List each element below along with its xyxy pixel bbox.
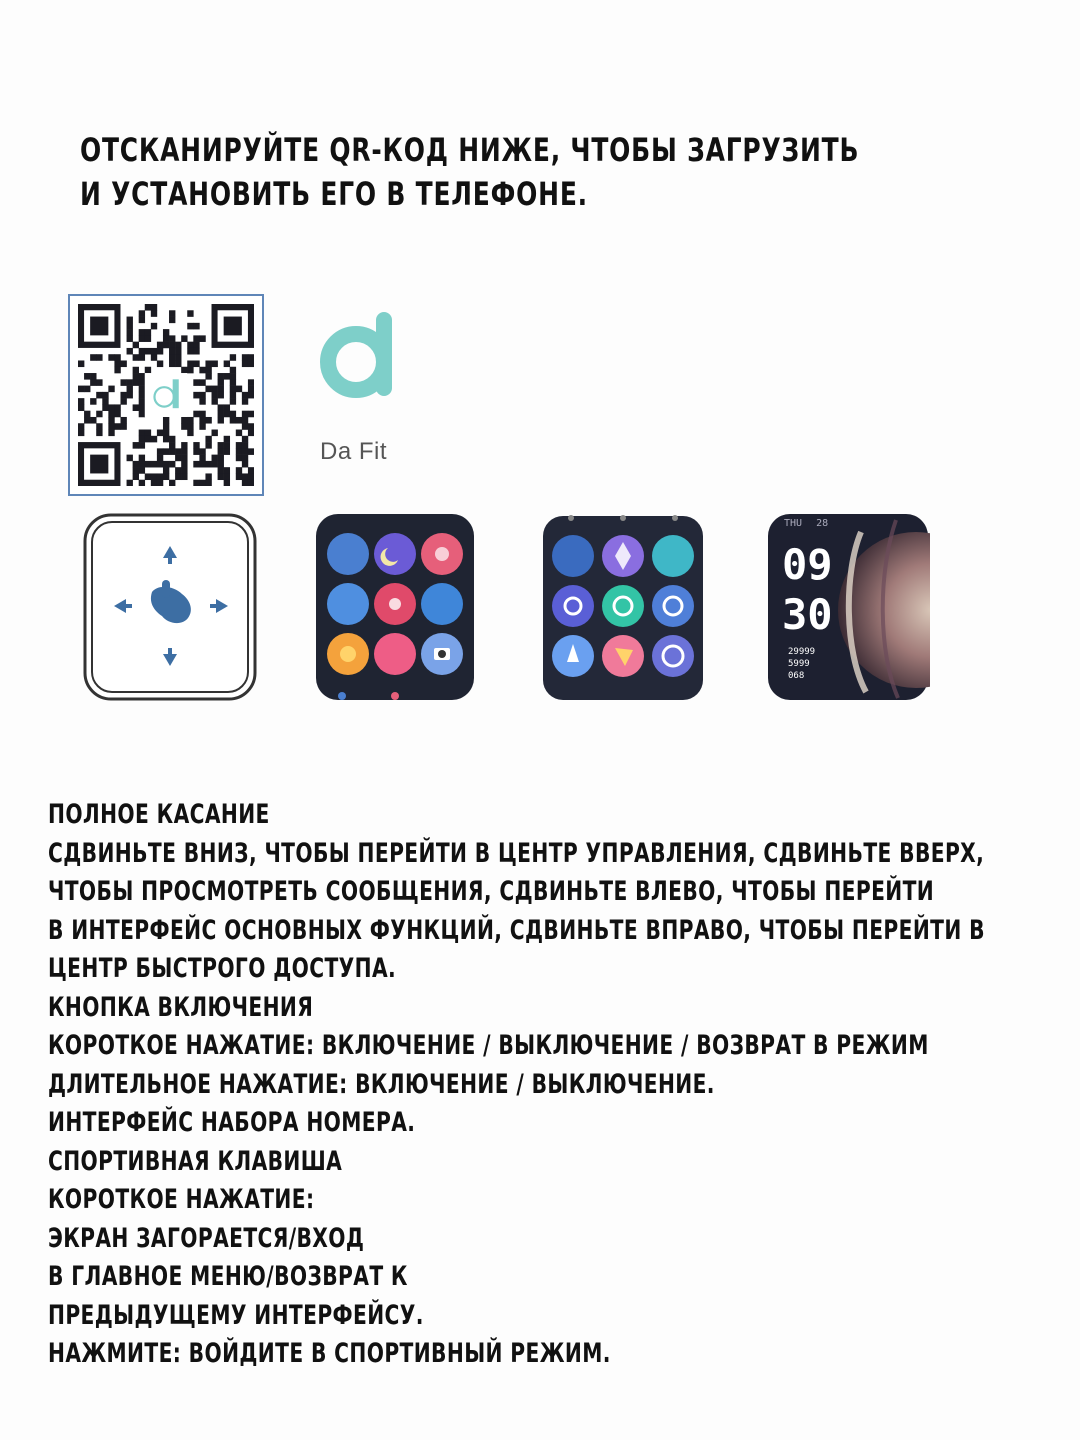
- clock-minute: 30: [782, 590, 833, 639]
- heading-line: ОТСКАНИРУЙТЕ QR-КОД НИЖЕ, ЧТОБЫ ЗАГРУЗИТЬ: [80, 131, 860, 169]
- instruction-line: ЧТОБЫ ПРОСМОТРЕТЬ СООБЩЕНИЯ, СДВИНЬТЕ ВЛЕВО, ЧТОБЫ ПЕРЕЙТИ: [48, 876, 935, 907]
- clock-hour: 09: [782, 540, 833, 589]
- instructions-text: [48, 796, 993, 1374]
- instruction-line: СДВИНЬТЕ ВНИЗ, ЧТОБЫ ПЕРЕЙТИ В ЦЕНТР УПРАВЛЕНИЯ, СДВИНЬТЕ ВВЕРХ,: [48, 837, 985, 869]
- page-heading: [80, 128, 860, 216]
- app-name: Da Fit: [320, 438, 388, 465]
- instruction-line: КОРОТКОЕ НАЖАТИЕ:: [48, 1184, 315, 1215]
- heading-line: И УСТАНОВИТЬ ЕГО В ТЕЛЕФОНЕ.: [80, 175, 588, 213]
- watch-gesture-diagram: [82, 512, 258, 702]
- instruction-line: КНОПКА ВКЛЮЧЕНИЯ: [48, 991, 314, 1023]
- qr-code: [68, 294, 264, 496]
- instruction-line: ПРЕДЫДУЩЕМУ ИНТЕРФЕЙСУ.: [48, 1299, 424, 1331]
- instruction-line: ИНТЕРФЕЙС НАБОРА НОМЕРА.: [48, 1107, 416, 1138]
- watch-clock-face: [766, 512, 930, 702]
- watch-menu-grid-1: [314, 512, 476, 702]
- clock-steps: 29999: [788, 647, 816, 657]
- clock-day: THU: [784, 518, 803, 529]
- app-grid-icon: [552, 535, 694, 677]
- watch-menu-grid-2: [541, 512, 705, 702]
- instruction-line: ДЛИТЕЛЬНОЕ НАЖАТИЕ: ВКЛЮЧЕНИЕ / ВЫКЛЮЧЕНИЕ.: [48, 1068, 715, 1100]
- instruction-line: СПОРТИВНАЯ КЛАВИША: [48, 1145, 343, 1177]
- instruction-line: ПОЛНОЕ КАСАНИЕ: [48, 799, 270, 830]
- clock-calories: 5999: [788, 659, 810, 669]
- instruction-line: ЦЕНТР БЫСТРОГО ДОСТУПА.: [48, 953, 397, 984]
- da-fit-logo-icon: [318, 310, 404, 402]
- instruction-line: ЭКРАН ЗАГОРАЕТСЯ/ВХОД: [48, 1222, 365, 1254]
- instruction-line: В ИНТЕРФЕЙС ОСНОВНЫХ ФУНКЦИЙ, СДВИНЬТЕ ВПРАВО, ЧТОБЫ ПЕРЕЙТИ В: [48, 914, 985, 946]
- qr-code-pattern: [78, 304, 254, 486]
- instruction-line: НАЖМИТЕ: ВОЙДИТЕ В СПОРТИВНЫЙ РЕЖИМ.: [48, 1338, 611, 1369]
- instruction-line: В ГЛАВНОЕ МЕНЮ/ВОЗВРАТ К: [48, 1261, 408, 1292]
- instruction-line: КОРОТКОЕ НАЖАТИЕ: ВКЛЮЧЕНИЕ / ВЫКЛЮЧЕНИЕ / ВОЗВРАТ В РЕЖИМ: [48, 1030, 929, 1061]
- clock-date: 28: [816, 518, 829, 529]
- clock-heart-rate: 068: [788, 671, 805, 681]
- app-grid-icon: [327, 533, 463, 675]
